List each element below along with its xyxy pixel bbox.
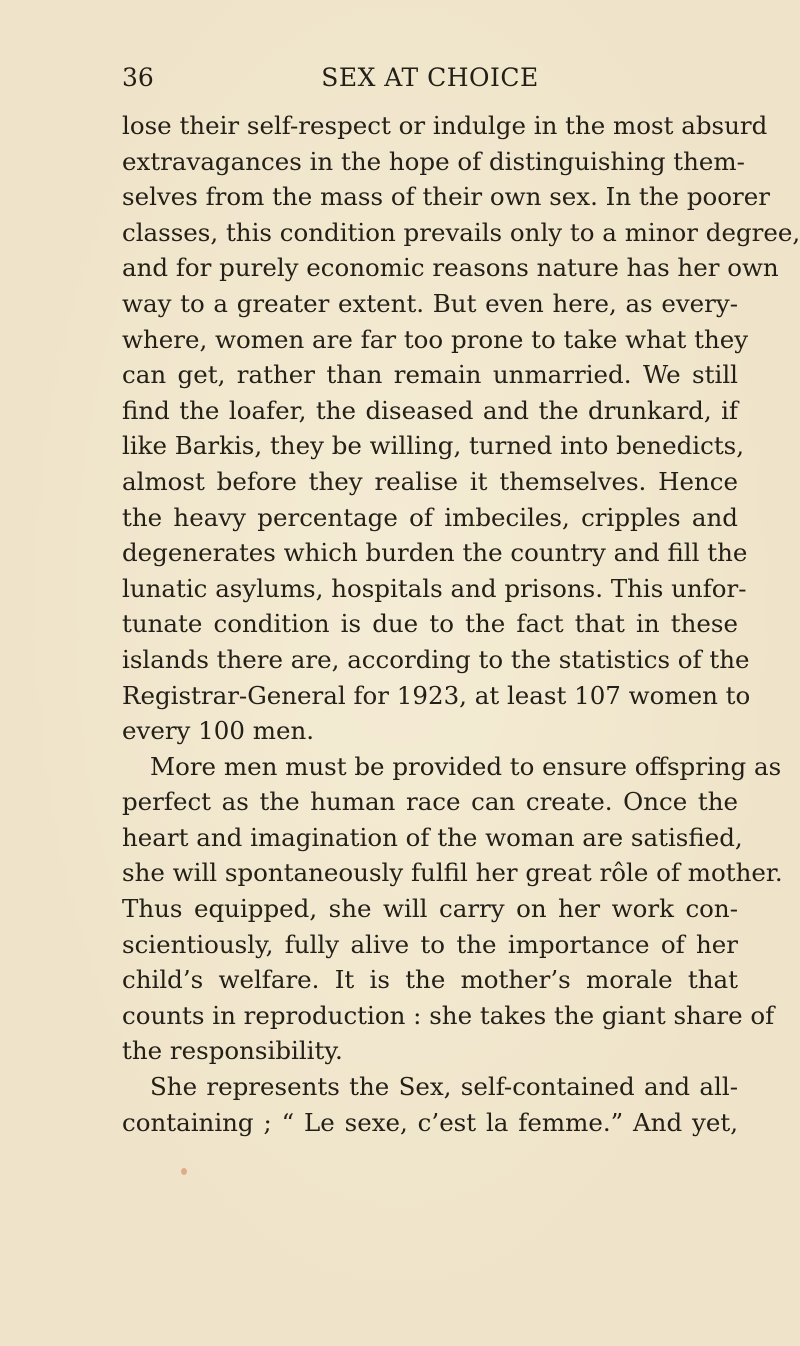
text-line: way to a greater extent. But even here, as every-: [122, 288, 738, 318]
text-line: where, women are far too prone to take what they: [122, 324, 749, 354]
running-title: SEX AT CHOICE: [321, 63, 539, 92]
text-line: selves from the mass of their own sex. In the poorer: [122, 182, 770, 212]
text-line: classes, this condition prevails only to a minor degree,: [122, 217, 800, 247]
text-line: perfect as the human race can create. Once the: [122, 787, 738, 817]
text-line: degenerates which burden the country and fill the: [122, 538, 748, 568]
paper-speck: [181, 1168, 187, 1175]
text-line: can get, rather than remain unmarried. We still: [122, 360, 738, 390]
running-head: [122, 62, 738, 94]
text-line: heart and imagination of the woman are satisfied,: [122, 822, 743, 852]
text-line: scientiously, fully alive to the importance of her: [122, 929, 738, 959]
text-line: and for purely economic reasons nature has her own: [122, 253, 779, 283]
text-line: child’s welfare. It is the mother’s morale that: [122, 965, 738, 995]
text-line: containing ; “ Le sexe, c’est la femme.” And yet,: [122, 1107, 738, 1137]
text-line: lose their self-respect or indulge in the most absurd: [122, 111, 768, 140]
text-line: find the loafer, the diseased and the drunkard, if: [122, 395, 738, 425]
paragraph-start-line: More men must be provided to ensure offspring as: [150, 751, 782, 781]
text-line: like Barkis, they be willing, turned into benedicts,: [122, 431, 745, 461]
paragraph-start-line: She represents the Sex, self-contained and all-: [150, 1072, 738, 1102]
text-line: almost before they realise it themselves. Hence: [122, 466, 738, 496]
page-number: 36: [122, 63, 154, 92]
text-line: the heavy percentage of imbeciles, cripples and: [122, 502, 738, 532]
text-line: Thus equipped, she will carry on her work con-: [122, 894, 738, 924]
text-line: she will spontaneously fulfil her great rôle of mother.: [122, 858, 783, 888]
body-text: [122, 108, 800, 1140]
text-line: Registrar-General for 1923, at least 107 women to: [122, 680, 751, 710]
text-line: extravagances in the hope of distinguishing them-: [122, 146, 745, 176]
text-line: islands there are, according to the statistics of the: [122, 644, 750, 674]
text-line: lunatic asylums, hospitals and prisons. This unfor-: [122, 573, 747, 603]
text-line: tunate condition is due to the fact that in these: [122, 609, 738, 639]
paragraph-end-line: every 100 men.: [122, 716, 315, 746]
text-line: counts in reproduction : she takes the giant share of: [122, 1000, 775, 1030]
paragraph-end-line: the responsibility.: [122, 1036, 343, 1066]
